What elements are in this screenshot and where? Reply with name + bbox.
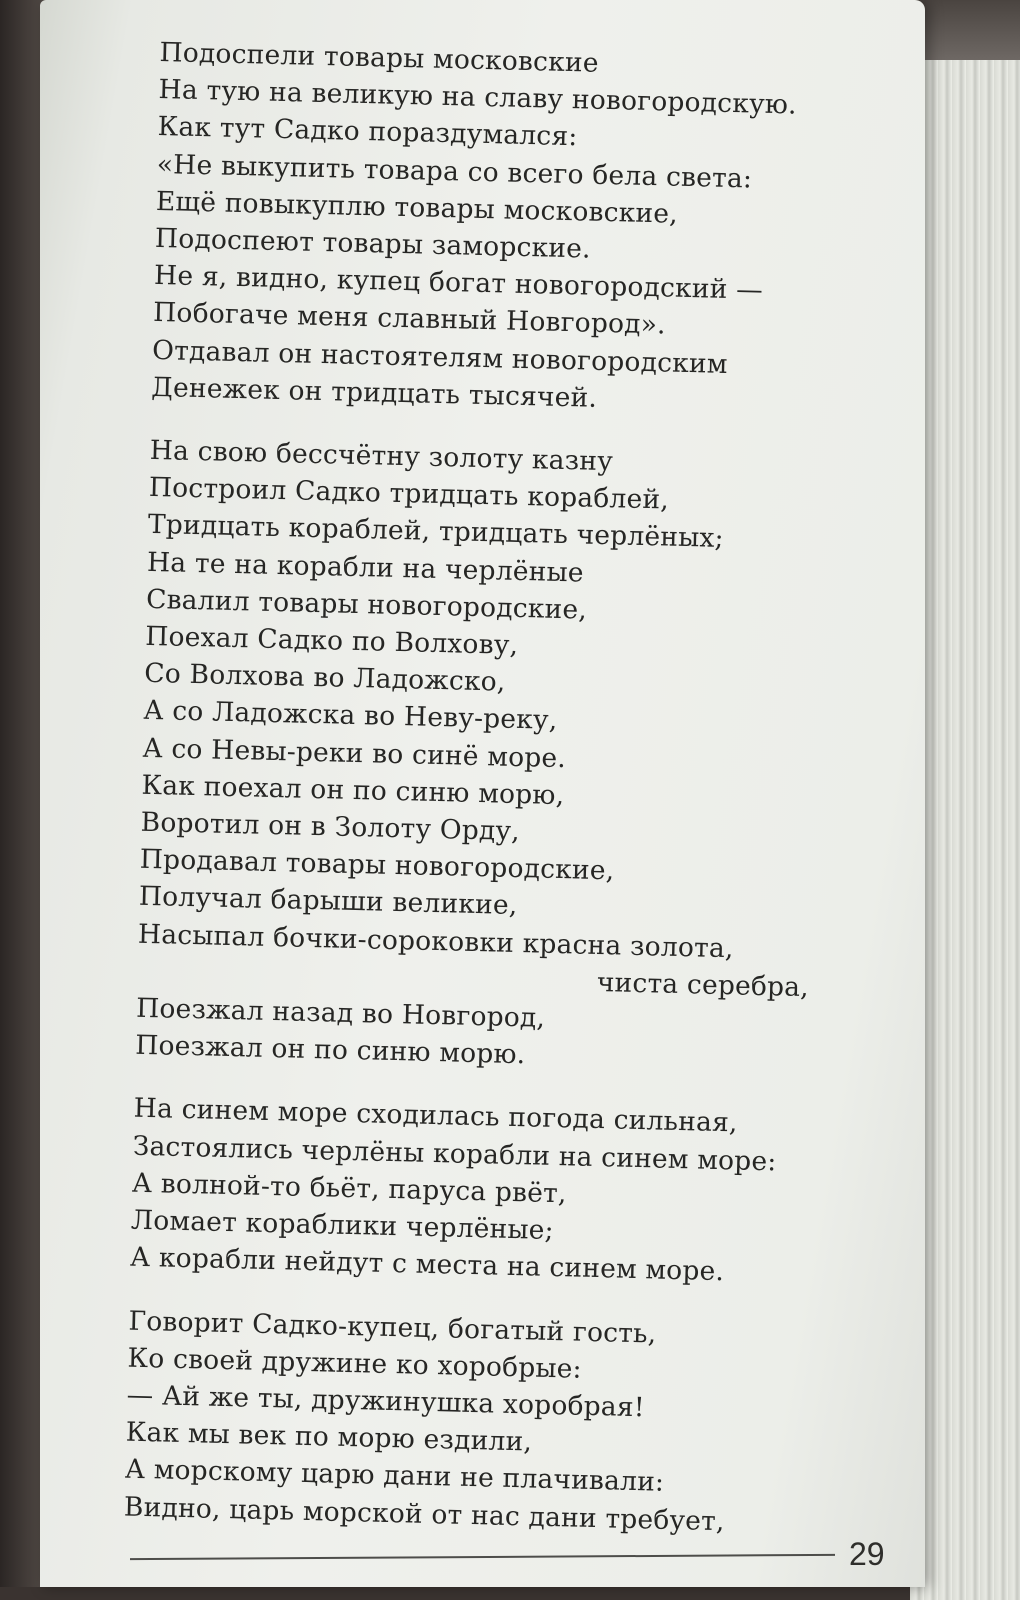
verse-line: На те на корабли на черлёные — [146, 546, 585, 589]
verse-line: А со Ладожска во Неву-реку, — [143, 695, 558, 737]
verse-line: Ещё повыкуплю товары московские, — [155, 185, 679, 230]
verse-line: А корабли нейдут с места на синем море. — [129, 1241, 725, 1288]
verse-line: Поехал Садко по Волхову, — [144, 620, 519, 661]
verse-line: На тую на великую на славу новогородскую. — [158, 74, 798, 121]
verse-line: Продавал товары новогородские, — [139, 844, 615, 887]
verse-line: Денежек он тридцать тысячей. — [150, 371, 598, 414]
verse-line: Застоялись черлёны корабли на синем море: — [132, 1130, 777, 1178]
verse-line: А со Невы-реки во синё море. — [142, 732, 567, 774]
verse-line: Тридцать кораблей, тридцать черлёных; — [147, 509, 725, 555]
page-stack-edges — [910, 60, 1020, 1600]
verse-line: Видно, царь морской от нас дани требует, — [123, 1491, 726, 1537]
verse-line-continuation: чиста серебра, — [596, 966, 810, 1004]
verse-line: Не я, видно, купец богат новогородский — — [153, 260, 764, 307]
verse-line: А волной-то бьёт, паруса рвёт, — [131, 1167, 567, 1210]
verse-line: Со Волхова во Ладожско, — [143, 658, 506, 698]
verse-line: А морскому царю дани не плачивали: — [124, 1453, 665, 1499]
stanza-3 — [130, 1090, 844, 1293]
verse-line: Подоспели товары московские — [159, 36, 600, 79]
verse-line: «Не выкупить товара со всего бела света: — [156, 148, 753, 195]
verse-line: Говорит Садко-купец, богатый гость, — [128, 1305, 657, 1350]
stanza-4 — [124, 1302, 839, 1542]
verse-line: Отдавал он настоятелям новогородским — [151, 334, 729, 380]
verse-line: Поезжал он по синю морю. — [134, 1029, 526, 1071]
verse-line: Ко своей дружине ко хоробрые: — [127, 1342, 583, 1385]
verse-line: Свалил товары новогородские, — [145, 583, 588, 626]
verse-line: Побогаче меня славный Новгород». — [152, 297, 667, 341]
verse-line: Поезжал назад во Новгород, — [135, 992, 546, 1034]
verse-line: Как мы век по морю ездили, — [125, 1416, 533, 1458]
verse-line: Насыпал бочки-сороковки красна золота, — [137, 918, 734, 964]
verse-line: На синем море сходилась погода сильная, — [133, 1093, 739, 1139]
verse-line: На свою бессчётну золоту казну — [149, 434, 614, 478]
verse-line: Как тут Садко пораздумался: — [157, 111, 578, 153]
verse-line: Как поехал он по синю морю, — [141, 769, 565, 811]
stanza-1 — [151, 34, 870, 423]
stanza-2 — [135, 432, 860, 1082]
verse-line: Подоспеют товары заморские. — [154, 222, 592, 265]
verse-line: — Ай же ты, дружинушка хоробрая! — [126, 1379, 646, 1424]
page-number: 29 — [849, 1536, 885, 1572]
poem-text — [123, 34, 870, 1569]
book-page — [40, 0, 925, 1587]
verse-line: Получал барыши великие, — [138, 881, 518, 922]
verse-line: Воротил он в Золоту Орду, — [140, 806, 521, 848]
verse-line: Построил Садко тридцать кораблей, — [148, 472, 670, 516]
verse-line: Ломает кораблики черлёные; — [130, 1204, 555, 1247]
